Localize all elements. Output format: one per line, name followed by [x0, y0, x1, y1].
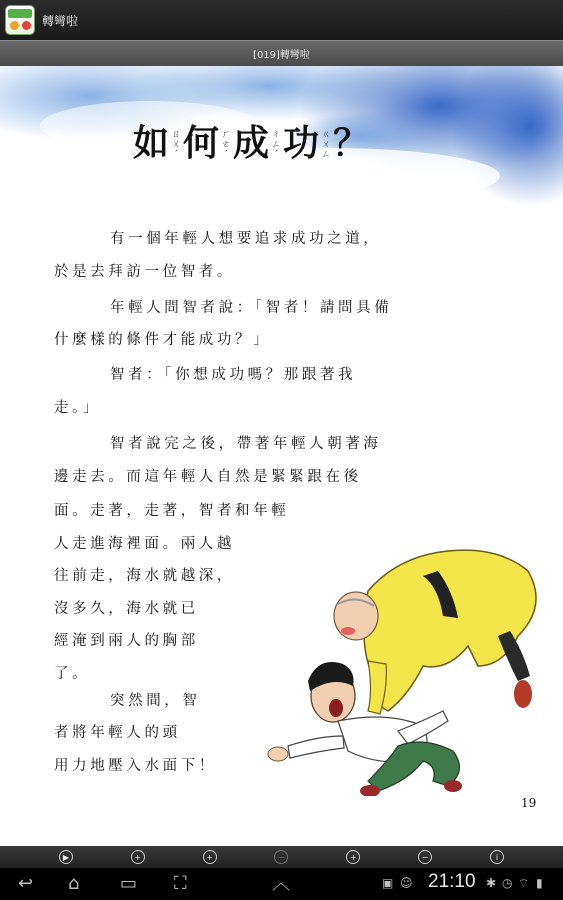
bluetooth-icon: ✱	[486, 876, 497, 890]
book-page[interactable]	[0, 66, 563, 846]
title-char: 功	[283, 123, 320, 164]
story-line: 經淹到兩人的胸部	[54, 633, 199, 649]
app-title: 轉彎啦	[42, 13, 79, 28]
home-icon[interactable]: ⌂	[68, 873, 80, 894]
recent-apps-icon[interactable]: ▭	[120, 873, 138, 894]
story-line: 年輕人問智者說：「智者！請問具備	[110, 300, 393, 316]
gallery-icon: ▣	[382, 876, 394, 890]
book-title: [019]轉彎啦	[253, 50, 310, 61]
zhuyin-annotation: ㄔㄥˊ	[271, 130, 281, 160]
info-icon[interactable]: i	[490, 850, 504, 864]
title-char: 何	[183, 123, 220, 164]
zoom-out-icon[interactable]: −	[274, 850, 288, 864]
zoom-in-icon[interactable]: +	[131, 850, 145, 864]
app-action-bar	[0, 0, 563, 40]
illustration	[248, 496, 548, 796]
story-line: 有一個年輕人想要追求成功之道，	[110, 231, 382, 247]
title-char: ？	[333, 123, 370, 164]
story-line: 突然間，智	[110, 693, 201, 709]
story-line: 沒多久，海水就已	[54, 601, 199, 617]
minus-icon[interactable]: −	[418, 850, 432, 864]
story-line: 於是去拜訪一位智者。	[54, 264, 235, 280]
wifi-icon: ⌔	[518, 876, 530, 890]
status-clock: 21:10	[428, 871, 476, 892]
story-line: 邊走去。而這年輕人自然是緊緊跟在後	[54, 469, 362, 485]
story-line: 面。走著，走著，智者和年輕	[54, 503, 290, 519]
zoom-in-icon[interactable]: +	[346, 850, 360, 864]
chevron-up-icon[interactable]: ︿	[272, 873, 290, 894]
story-line: 者將年輕人的頭	[54, 725, 181, 741]
zhuyin-annotation: ㄏㄜˊ	[221, 130, 231, 160]
reader-toolbar	[0, 846, 563, 868]
android-icon: ☺	[400, 876, 413, 890]
story-title	[133, 116, 369, 166]
zoom-in-icon[interactable]: +	[203, 850, 217, 864]
story-line: 了。	[54, 666, 91, 682]
app-logo-icon[interactable]	[5, 5, 35, 35]
back-icon[interactable]: ↩	[18, 873, 34, 894]
story-line: 人走進海裡面。兩人越	[54, 536, 235, 552]
title-char: 成	[233, 123, 270, 164]
story-line: 往前走，海水就越深，	[54, 568, 235, 584]
story-line: 什麼樣的條件才能成功？」	[54, 332, 272, 348]
title-char: 如	[133, 123, 170, 164]
zhuyin-annotation: ㄍㄨㄥ	[321, 130, 331, 160]
story-line: 用力地壓入水面下！	[54, 758, 217, 774]
alarm-icon: ◷	[502, 876, 513, 890]
battery-icon: ▮	[536, 876, 543, 890]
story-line: 智者：「你想成功嗎？那跟著我	[110, 367, 357, 383]
play-icon[interactable]: ▶	[59, 850, 73, 864]
page-number: 19	[521, 796, 537, 810]
story-line: 智者說完之後，帶著年輕人朝著海	[110, 436, 382, 452]
zhuyin-annotation: ㄖㄨˊ	[171, 130, 181, 160]
system-navigation-bar	[0, 868, 563, 900]
book-title-bar	[0, 40, 563, 66]
screenshot-icon[interactable]: ⛶	[174, 873, 187, 894]
story-line: 走。」	[54, 400, 102, 416]
